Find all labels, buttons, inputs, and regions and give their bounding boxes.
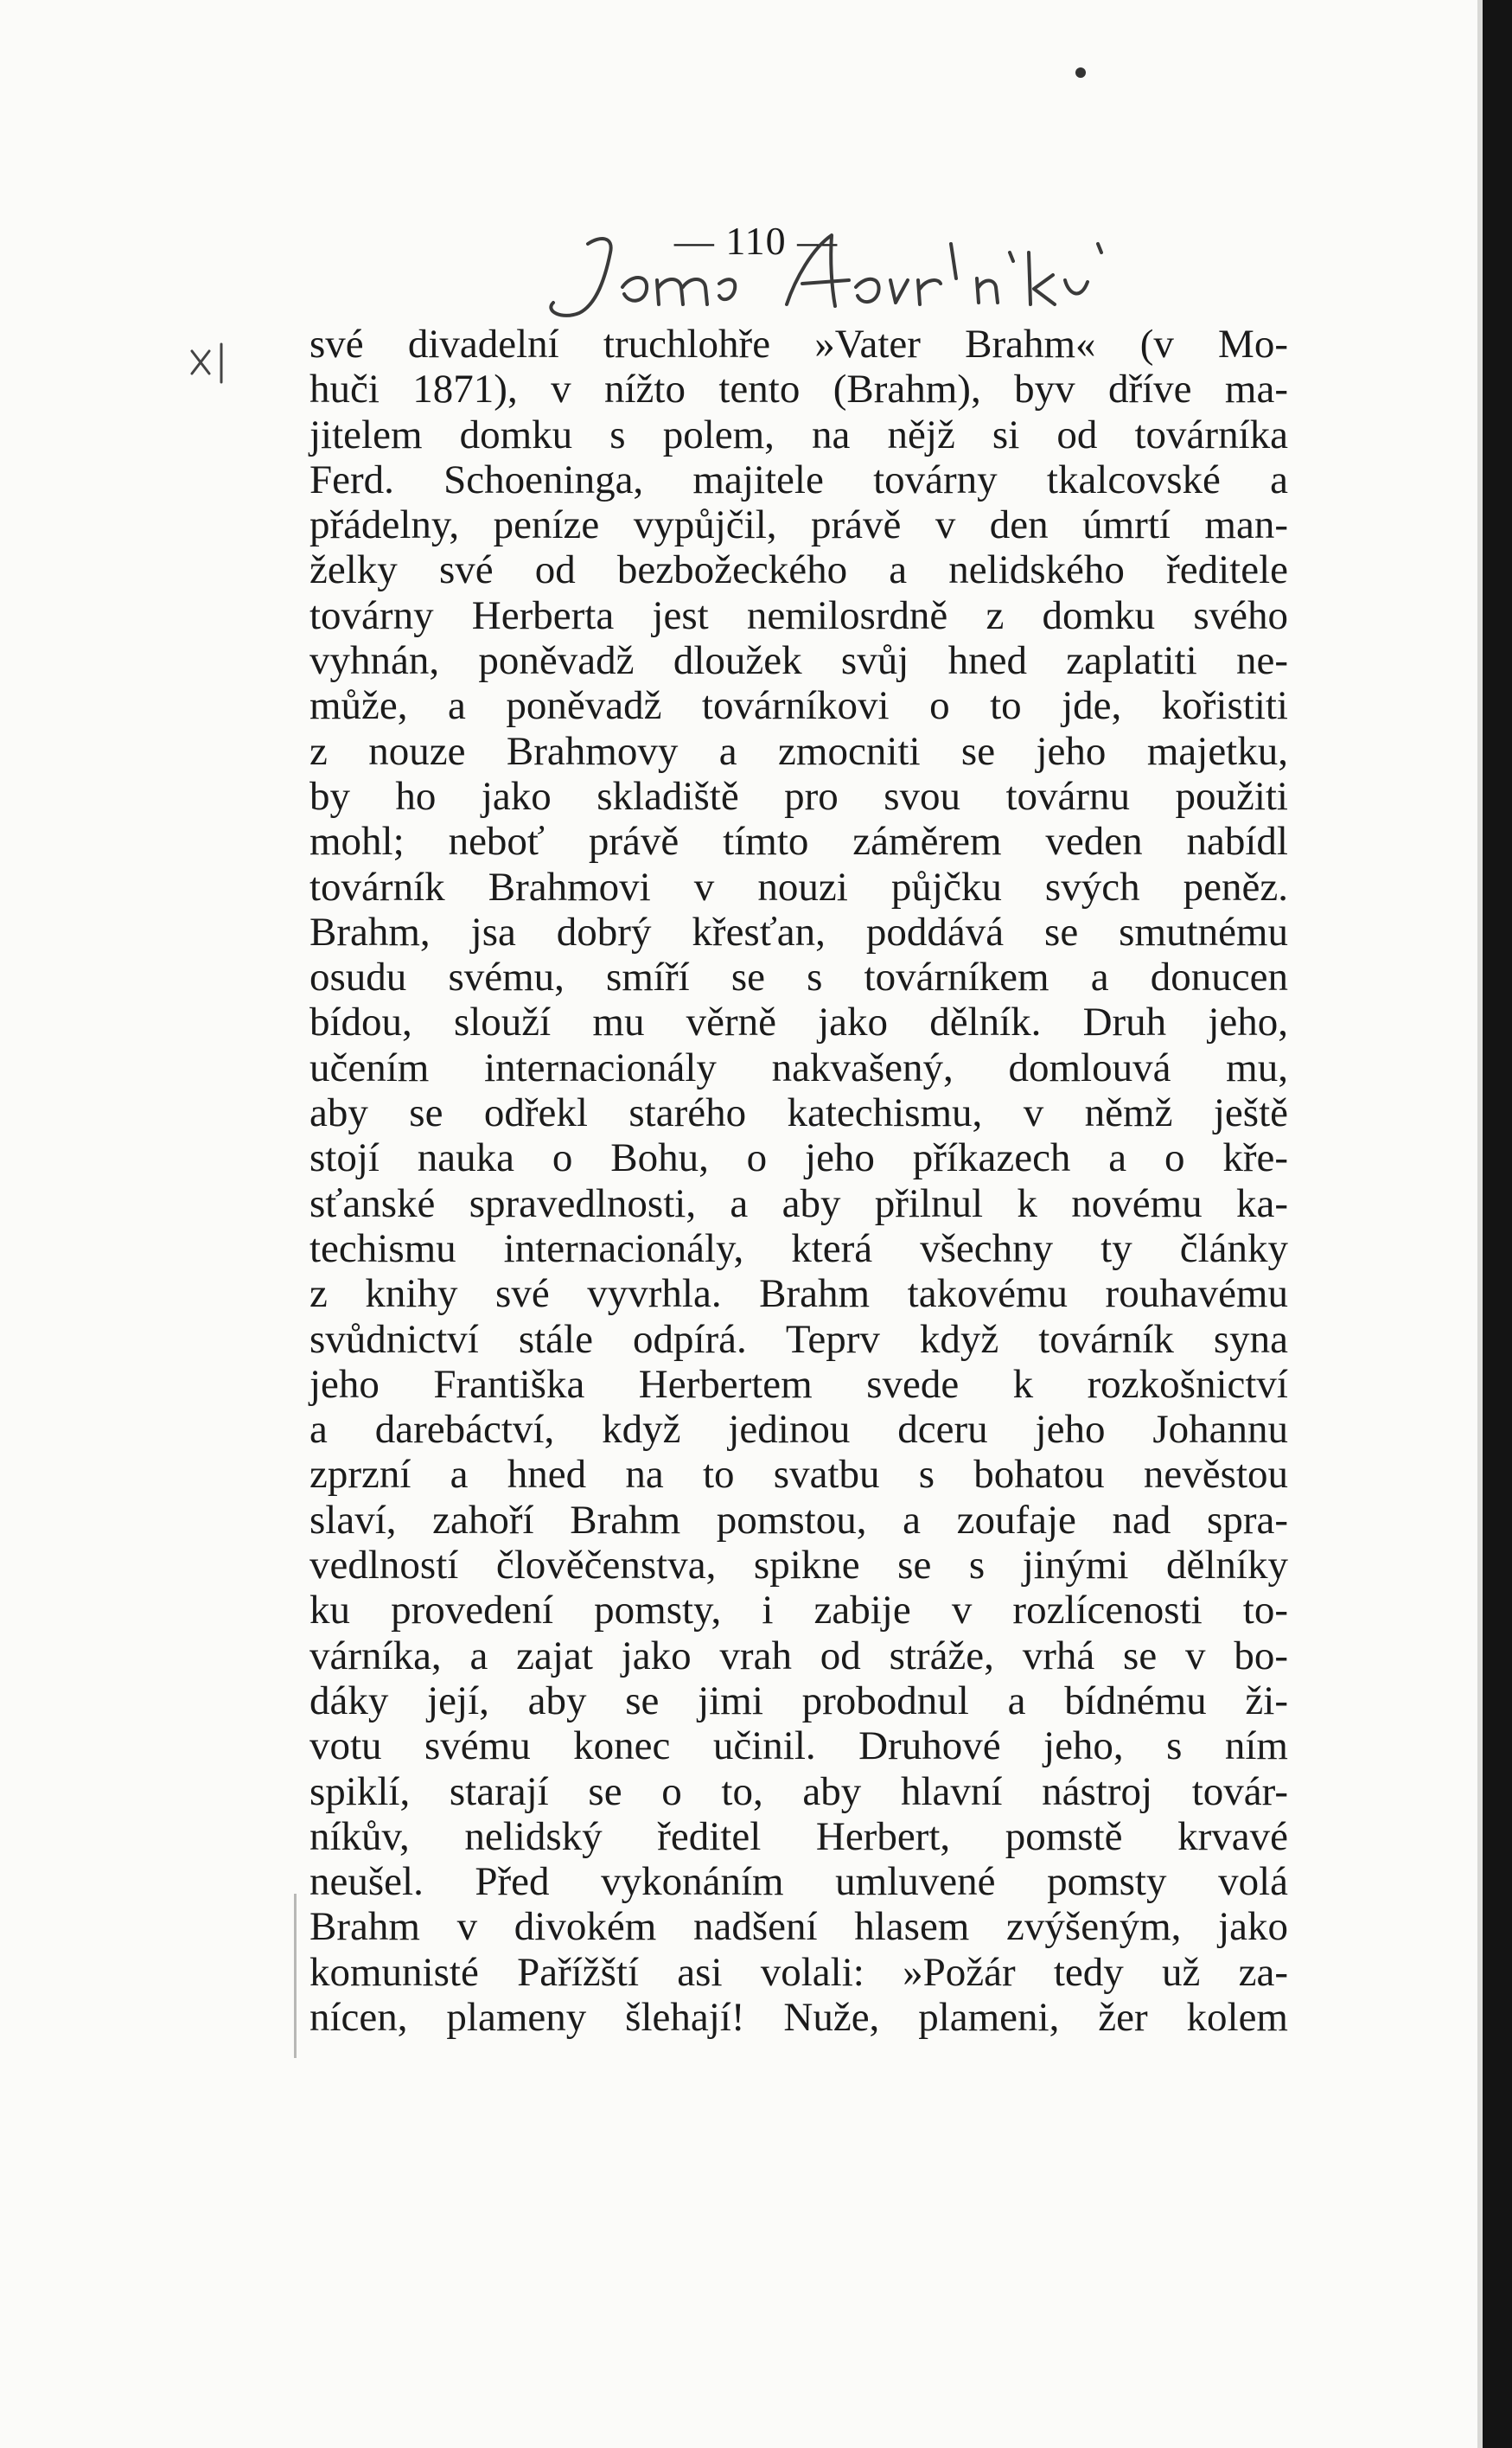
ink-spot bbox=[1075, 67, 1086, 78]
text-line: vedlností člověčenstva, spikne se s jinými dělníky bbox=[309, 1543, 1288, 1588]
scan-edge-highlight bbox=[1477, 0, 1483, 2448]
handwritten-signature bbox=[527, 227, 1184, 330]
text-line: učením internacionály nakvašený, domlouvá mu, bbox=[309, 1045, 1288, 1090]
text-line: techismu internacionály, která všechny ty články bbox=[309, 1225, 1288, 1271]
text-line: z nouze Brahmovy a zmocniti se jeho majetku, bbox=[309, 728, 1288, 774]
text-line: svůdnictví stále odpírá. Teprv když továrník syna bbox=[309, 1316, 1288, 1362]
text-line: vyhnán, poněvadž dloužek svůj hned zaplatiti ne- bbox=[309, 638, 1288, 684]
text-line: z knihy své vyvrhla. Brahm takovému rouhavému bbox=[309, 1271, 1288, 1317]
text-line: své divadelní truchlohře »Vater Brahm« (v Mo- bbox=[309, 322, 1288, 367]
text-line: dáky její, aby se jimi probodnul a bídnému ži- bbox=[309, 1678, 1288, 1723]
text-line: zprzní a hned na to svatbu s bohatou nevěstou bbox=[309, 1452, 1288, 1498]
text-line: slaví, zahoří Brahm pomstou, a zoufaje nad spra- bbox=[309, 1497, 1288, 1543]
text-line: jeho Františka Herbertem svede k rozkošnictví bbox=[309, 1361, 1288, 1407]
text-line: mohl; neboť právě tímto záměrem veden nabídl bbox=[309, 819, 1288, 865]
text-line: bídou, slouží mu věrně jako dělník. Druh jeho, bbox=[309, 1000, 1288, 1045]
text-line: ku provedení pomsty, i zabije v rozlícenosti to- bbox=[309, 1588, 1288, 1633]
text-line: votu svému konec učinil. Druhové jeho, s ním bbox=[309, 1723, 1288, 1769]
body-text bbox=[309, 322, 1288, 2040]
text-line: přádelny, peníze vypůjčil, právě v den úmrtí man- bbox=[309, 502, 1288, 548]
text-line: nícen, plameny šlehají! Nuže, plameni, žer kolem bbox=[309, 1994, 1288, 2040]
text-line: níkův, nelidský ředitel Herbert, pomstě krvavé bbox=[309, 1813, 1288, 1859]
text-line: Ferd. Schoeninga, majitele továrny tkalcovské a bbox=[309, 457, 1288, 502]
text-line: huči 1871), v nížto tento (Brahm), byv dříve ma- bbox=[309, 367, 1288, 412]
margin-cross-mark bbox=[183, 339, 235, 391]
binding-shadow bbox=[294, 1894, 303, 2058]
scan-edge bbox=[1483, 0, 1512, 2448]
text-line: želky své od bezbožeckého a nelidského ředitele bbox=[309, 547, 1288, 593]
text-line: jitelem domku s polem, na nějž si od továrníka bbox=[309, 412, 1288, 457]
text-line: osudu svému, smíří se s továrníkem a donucen bbox=[309, 955, 1288, 1000]
text-line: neušel. Před vykonáním umluvené pomsty volá bbox=[309, 1859, 1288, 1905]
text-line: a darebáctví, když jedinou dceru jeho Johannu bbox=[309, 1407, 1288, 1453]
text-line: komunisté Pařížští asi volali: »Požár tedy už za- bbox=[309, 1949, 1288, 1995]
page-number: — 110 — bbox=[673, 219, 839, 263]
text-line: továrník Brahmovi v nouzi půjčku svých peněz. bbox=[309, 864, 1288, 910]
text-line: spiklí, starají se o to, aby hlavní nástroj továr- bbox=[309, 1768, 1288, 1814]
text-line: by ho jako skladiště pro svou továrnu použiti bbox=[309, 773, 1288, 819]
text-line: Brahm, jsa dobrý křesťan, poddává se smutnému bbox=[309, 909, 1288, 955]
text-line: várníka, a zajat jako vrah od stráže, vrhá se v bo- bbox=[309, 1633, 1288, 1678]
text-line: může, a poněvadž továrníkovi o to jde, kořistiti bbox=[309, 683, 1288, 729]
text-line: stojí nauka o Bohu, o jeho příkazech a o kře- bbox=[309, 1135, 1288, 1181]
text-line: sťanské spravedlnosti, a aby přilnul k novému ka- bbox=[309, 1180, 1288, 1226]
text-line: Brahm v divokém nadšení hlasem zvýšeným, jako bbox=[309, 1904, 1288, 1950]
text-line: továrny Herberta jest nemilosrdně z domku svého bbox=[309, 592, 1288, 638]
text-line: aby se odřekl starého katechismu, v němž ještě bbox=[309, 1090, 1288, 1136]
